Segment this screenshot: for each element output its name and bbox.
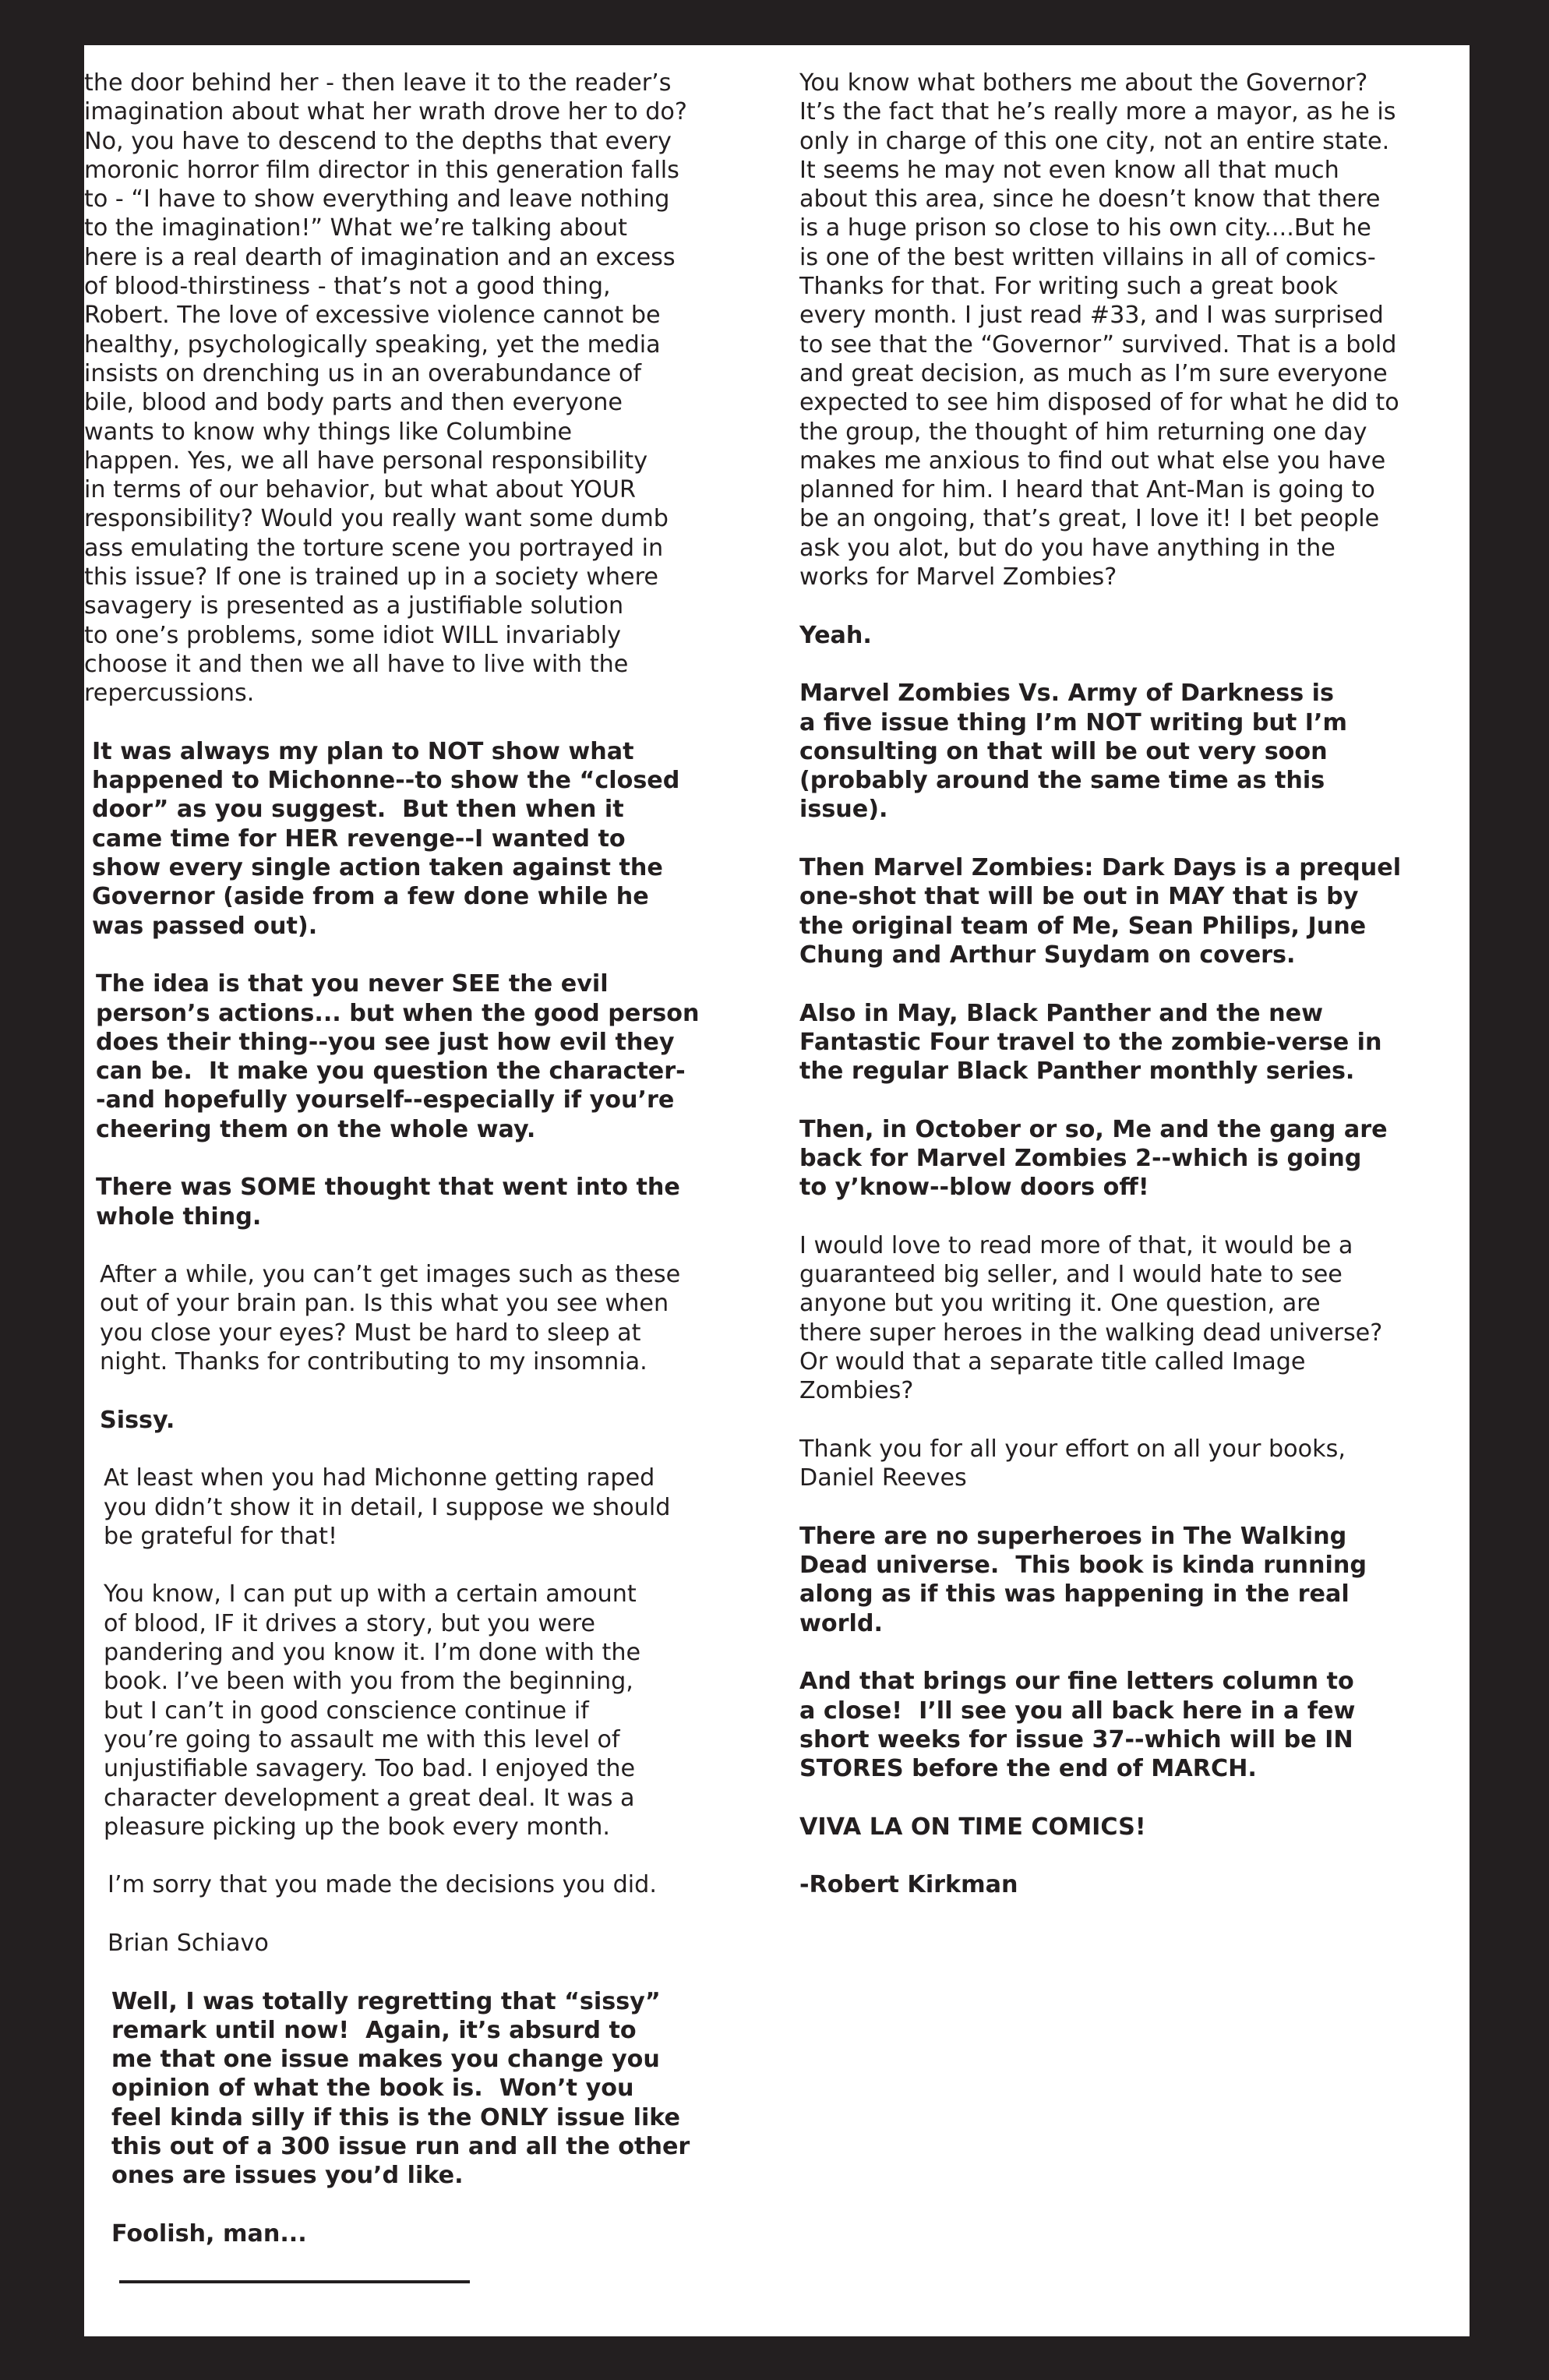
text-line: book. I’ve been with you from the beginning, xyxy=(104,1668,633,1696)
response-paragraph xyxy=(799,1813,1470,1841)
text-line: is one of the best written villains in all of comics- xyxy=(799,243,1376,271)
text-line: to one’s problems, some idiot WILL invariably xyxy=(84,621,622,649)
response-paragraph xyxy=(799,1870,1470,1899)
text-line: of blood, IF it drives a story, but you were xyxy=(104,1609,595,1637)
text-line: I would love to read more of that, it would be a xyxy=(799,1231,1353,1259)
text-line: door” as you suggest. But then when it xyxy=(92,796,624,824)
text-line: ass emulating the torture scene you portrayed in xyxy=(84,534,664,562)
response-paragraph xyxy=(799,1522,1470,1638)
text-line: The idea is that you never SEE the evil xyxy=(96,970,609,998)
text-line: you close your eyes? Must be hard to sleep at xyxy=(100,1319,641,1347)
text-line: the regular Black Panther monthly series. xyxy=(799,1058,1355,1086)
text-line: out of your brain pan. Is this what you see when xyxy=(100,1290,669,1318)
text-line: Then Marvel Zombies: Dark Days is a prequel xyxy=(799,854,1402,882)
text-line: There are no superheroes in The Walking xyxy=(799,1522,1347,1550)
text-line: Foolish, man... xyxy=(111,2219,307,2248)
text-line: STORES before the end of MARCH. xyxy=(799,1755,1257,1783)
text-line: the group, the thought of him returning one day xyxy=(799,418,1367,446)
text-line: -and hopefully yourself--especially if you’re xyxy=(96,1086,675,1114)
text-line: back for Marvel Zombies 2--which is going xyxy=(799,1144,1362,1172)
text-line: Daniel Reeves xyxy=(799,1464,967,1492)
text-line: Robert. The love of excessive violence cannot be xyxy=(84,302,661,330)
text-line: It was always my plan to NOT show what xyxy=(92,737,634,765)
text-line: issue). xyxy=(799,796,888,824)
text-line: Zombies? xyxy=(799,1377,914,1405)
left-column xyxy=(84,69,785,2278)
text-line: was passed out). xyxy=(92,912,318,940)
text-line: be an ongoing, that’s great, I love it! I bet people xyxy=(799,505,1380,533)
text-line: you didn’t show it in detail, I suppose we should xyxy=(104,1493,671,1521)
letters-page xyxy=(84,45,1470,2336)
text-line: And that brings our fine letters column to xyxy=(799,1668,1354,1696)
response-paragraph xyxy=(96,1173,785,1231)
text-line: this out of a 300 issue run and all the other xyxy=(111,2133,690,2161)
text-line: -Robert Kirkman xyxy=(799,1871,1018,1899)
text-line: about this area, since he doesn’t know that there xyxy=(799,185,1381,214)
text-line: expected to see him disposed of for what he did to xyxy=(799,389,1399,417)
text-line: feel kinda silly if this is the ONLY issue like xyxy=(111,2103,681,2131)
text-line: imagination about what her wrath drove her to do? xyxy=(84,98,687,126)
signature-rule xyxy=(119,2280,470,2283)
text-line: came time for HER revenge--I wanted to xyxy=(92,825,626,853)
text-line: does their thing--you see just how evil they xyxy=(96,1028,675,1056)
response-paragraph xyxy=(799,999,1470,1086)
text-line: this issue? If one is trained up in a society where xyxy=(84,563,658,591)
letter-paragraph xyxy=(104,1464,785,1551)
text-line: pandering and you know it. I’m done with the xyxy=(104,1639,641,1667)
text-line: works for Marvel Zombies? xyxy=(799,563,1117,591)
text-line: to y’know--blow doors off! xyxy=(799,1174,1149,1202)
response-paragraph xyxy=(111,1987,785,2191)
text-line: ones are issues you’d like. xyxy=(111,2162,464,2190)
text-line: of blood-thirstiness - that’s not a good thing, xyxy=(84,273,611,301)
text-line: (probably around the same time as this xyxy=(799,767,1325,795)
text-line: There was SOME thought that went into the xyxy=(96,1174,680,1202)
text-line: choose it and then we all have to live with the xyxy=(84,650,629,678)
text-line: Also in May, Black Panther and the new xyxy=(799,999,1323,1027)
text-line: can be. It make you question the character- xyxy=(96,1058,686,1086)
text-line: repercussions. xyxy=(84,680,255,708)
text-line: you’re going to assault me with this level of xyxy=(104,1725,620,1753)
text-line: It seems he may not even know all that much xyxy=(799,156,1339,184)
response-paragraph xyxy=(799,853,1470,969)
text-line: Thank you for all your effort on all your books, xyxy=(799,1435,1346,1463)
text-line: opinion of what the book is. Won’t you xyxy=(111,2075,634,2103)
letter-paragraph xyxy=(799,69,1470,591)
text-line: a close! I’ll see you all back here in a few xyxy=(799,1697,1356,1725)
text-line: planned for him. I heard that Ant-Man is going to xyxy=(799,476,1375,504)
text-line: me that one issue makes you change you xyxy=(111,2046,660,2074)
text-line: Governor (aside from a few done while he xyxy=(92,883,649,911)
text-line: You know what bothers me about the Governor? xyxy=(799,69,1368,97)
response-paragraph xyxy=(92,737,785,941)
text-line: At least when you had Michonne getting raped xyxy=(104,1464,655,1492)
text-line: responsibility? Would you really want some dumb xyxy=(84,505,669,533)
text-line: to the imagination!” What we’re talking about xyxy=(84,214,627,242)
text-line: the door behind her - then leave it to the reader’s xyxy=(84,69,672,97)
text-line: After a while, you can’t get images such as these xyxy=(100,1261,681,1289)
text-line: night. Thanks for contributing to my insomnia. xyxy=(100,1348,647,1376)
text-line: Thanks for that. For writing such a great book xyxy=(799,273,1339,301)
text-line: Dead universe. This book is kinda running xyxy=(799,1552,1367,1580)
text-line: a five issue thing I’m NOT writing but I’m xyxy=(799,708,1347,736)
text-line: happen. Yes, we all have personal responsibility xyxy=(84,447,648,475)
text-line: person’s actions... but when the good person xyxy=(96,999,700,1027)
text-line: Chung and Arthur Suydam on covers. xyxy=(799,941,1296,969)
text-line: short weeks for issue 37--which will be IN xyxy=(799,1725,1353,1753)
text-line: I’m sorry that you made the decisions you did. xyxy=(108,1871,657,1899)
right-column xyxy=(799,69,1470,1929)
text-line: world. xyxy=(799,1609,883,1637)
text-line: ask you alot, but do you have anything in the xyxy=(799,534,1336,562)
text-line: Then, in October or so, Me and the gang are xyxy=(799,1115,1388,1143)
text-line: No, you have to descend to the depths that every xyxy=(84,127,672,155)
letter-paragraph xyxy=(100,1260,785,1376)
text-line: VIVA LA ON TIME COMICS! xyxy=(799,1813,1146,1841)
letter-paragraph xyxy=(108,1929,785,1958)
text-line: moronic horror film director in this generation falls xyxy=(84,156,679,184)
text-line: healthy, psychologically speaking, yet the media xyxy=(84,330,661,358)
text-line: makes me anxious to find out what else you have xyxy=(799,447,1386,475)
text-line: the original team of Me, Sean Philips, June xyxy=(799,912,1367,940)
text-line: insists on drenching us in an overabundance of xyxy=(84,359,642,387)
response-paragraph xyxy=(111,2219,785,2248)
text-line: wants to know why things like Columbine xyxy=(84,418,573,446)
text-line: Well, I was totally regretting that “sissy” xyxy=(111,1987,661,2015)
text-line: whole thing. xyxy=(96,1202,262,1231)
letter-paragraph xyxy=(84,69,785,708)
text-line: Brian Schiavo xyxy=(108,1930,269,1957)
text-line: It’s the fact that he’s really more a mayor, as he is xyxy=(799,98,1396,126)
response-paragraph xyxy=(799,621,1470,650)
text-line: bile, blood and body parts and then everyone xyxy=(84,389,623,417)
text-line: show every single action taken against the xyxy=(92,854,663,882)
letter-paragraph xyxy=(799,1231,1470,1406)
text-line: in terms of our behavior, but what about YOUR xyxy=(84,476,636,504)
text-line: is a huge prison so close to his own city....But he xyxy=(799,214,1371,242)
text-line: but I can’t in good conscience continue if xyxy=(104,1697,589,1725)
text-line: Sissy. xyxy=(100,1406,175,1434)
text-line: here is a real dearth of imagination and an excess xyxy=(84,243,676,271)
text-line: one-shot that will be out in MAY that is by xyxy=(799,883,1359,911)
text-line: character development a great deal. It was a xyxy=(104,1784,635,1812)
text-line: every month. I just read #33, and I was surprised xyxy=(799,302,1384,330)
text-line: and great decision, as much as I’m sure everyone xyxy=(799,359,1388,387)
response-paragraph xyxy=(799,1667,1470,1783)
text-line: Or would that a separate title called Image xyxy=(799,1348,1306,1376)
text-line: to - “I have to show everything and leave nothing xyxy=(84,185,670,214)
text-line: anyone but you writing it. One question, are xyxy=(799,1290,1321,1318)
text-line: along as if this was happening in the real xyxy=(799,1580,1350,1608)
text-line: remark until now! Again, it’s absurd to xyxy=(111,2016,637,2044)
text-line: only in charge of this one city, not an entire state. xyxy=(799,127,1390,155)
text-line: consulting on that will be out very soon xyxy=(799,737,1328,765)
text-line: Marvel Zombies Vs. Army of Darkness is xyxy=(799,680,1334,708)
text-line: there super heroes in the walking dead universe? xyxy=(799,1319,1383,1347)
text-line: savagery is presented as a justifiable solution xyxy=(84,592,624,620)
response-paragraph xyxy=(100,1406,785,1435)
text-line: unjustifiable savagery. Too bad. I enjoyed the xyxy=(104,1755,636,1783)
text-line: You know, I can put up with a certain amount xyxy=(104,1580,637,1608)
text-line: cheering them on the whole way. xyxy=(96,1115,536,1143)
response-paragraph xyxy=(799,679,1470,824)
letter-paragraph xyxy=(104,1580,785,1841)
text-line: to see that the “Governor” survived. That is a bold xyxy=(799,330,1397,358)
text-line: Yeah. xyxy=(799,621,872,649)
text-line: Fantastic Four travel to the zombie-verse in xyxy=(799,1028,1382,1056)
text-line: happened to Michonne--to show the “closed xyxy=(92,767,680,795)
letter-paragraph xyxy=(108,1870,785,1899)
response-paragraph xyxy=(96,969,785,1144)
letter-paragraph xyxy=(799,1435,1470,1493)
text-line: be grateful for that! xyxy=(104,1522,338,1550)
text-line: guaranteed big seller, and I would hate to see xyxy=(799,1261,1343,1289)
response-paragraph xyxy=(799,1115,1470,1202)
text-line: pleasure picking up the book every month. xyxy=(104,1813,610,1841)
